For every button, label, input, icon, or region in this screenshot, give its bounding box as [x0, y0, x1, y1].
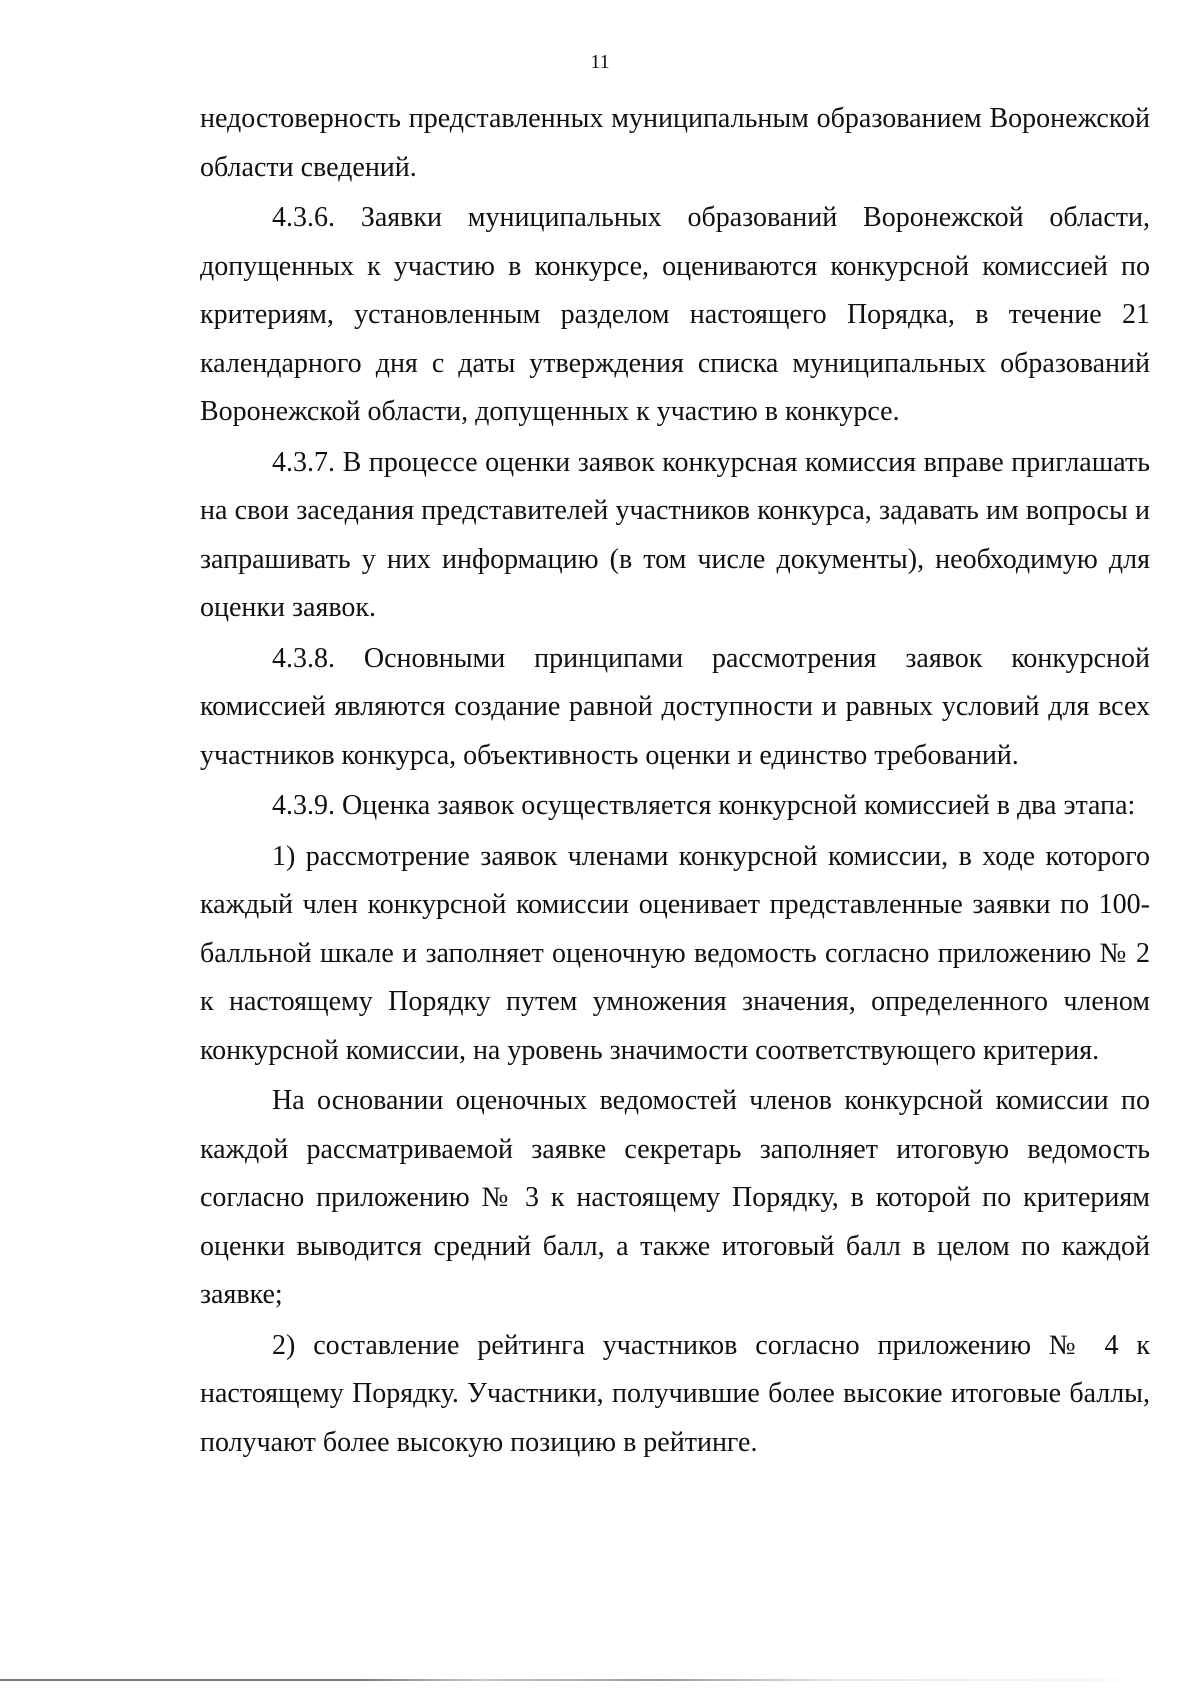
document-body	[200, 95, 1150, 1469]
bottom-scan-rule	[0, 1679, 1200, 1681]
paragraph-summary-sheet: На основании оценочных ведомостей членов конкурсной комиссии по каждой рассматриваемой заявке секретарь заполняет итоговую ведомость согласно приложению № 3 к настоящему Порядку, в которой по критериям оценки выводится средний балл, а также итоговый балл в целом по каждой заявке;	[200, 1085, 1150, 1310]
paragraph-continuation: недостоверность представленных муниципальным образованием Воронежской области сведений.	[200, 103, 1150, 183]
paragraph-stage-1: 1) рассмотрение заявок членами конкурсной комиссии, в ходе которого каждый член конкурсной комиссии оценивает представленные заявки по 100-балльной шкале и заполняет оценочную ведомость согласно приложению № 2 к настоящему Порядку путем умножения значения, определенного членом конкурсной комиссии, на уровень значимости соответствующего критерия.	[200, 840, 1150, 1066]
paragraph-stage-2: 2) составление рейтинга участников согласно приложению № 4 к настоящему Порядку. Участники, получившие более высокие итоговые баллы, получают более высокую позицию в рейтинге.	[200, 1329, 1150, 1458]
paragraph-4-3-8: 4.3.8. Основными принципами рассмотрения заявок конкурсной комиссией являются создание равной доступности и равных условий для всех участников конкурса, объективность оценки и единство требований.	[200, 642, 1150, 771]
page-number: 11	[590, 51, 610, 73]
paragraph-4-3-6: 4.3.6. Заявки муниципальных образований Воронежской области, допущенных к участию в конкурсе, оцениваются конкурсной комиссией по критериям, установленным разделом настоящего Порядка, в течение 21 календарного дня с даты утверждения списка муниципальных образований Воронежской области, допущенных к участию в конкурсе.	[200, 202, 1150, 427]
paragraph-4-3-7: 4.3.7. В процессе оценки заявок конкурсная комиссия вправе приглашать на свои заседания представителей участников конкурса, задавать им вопросы и запрашивать у них информацию (в том числе документы), необходимую для оценки заявок.	[200, 446, 1150, 623]
paragraph-4-3-9: 4.3.9. Оценка заявок осуществляется конкурсной комиссией в два этапа:	[272, 790, 1136, 821]
